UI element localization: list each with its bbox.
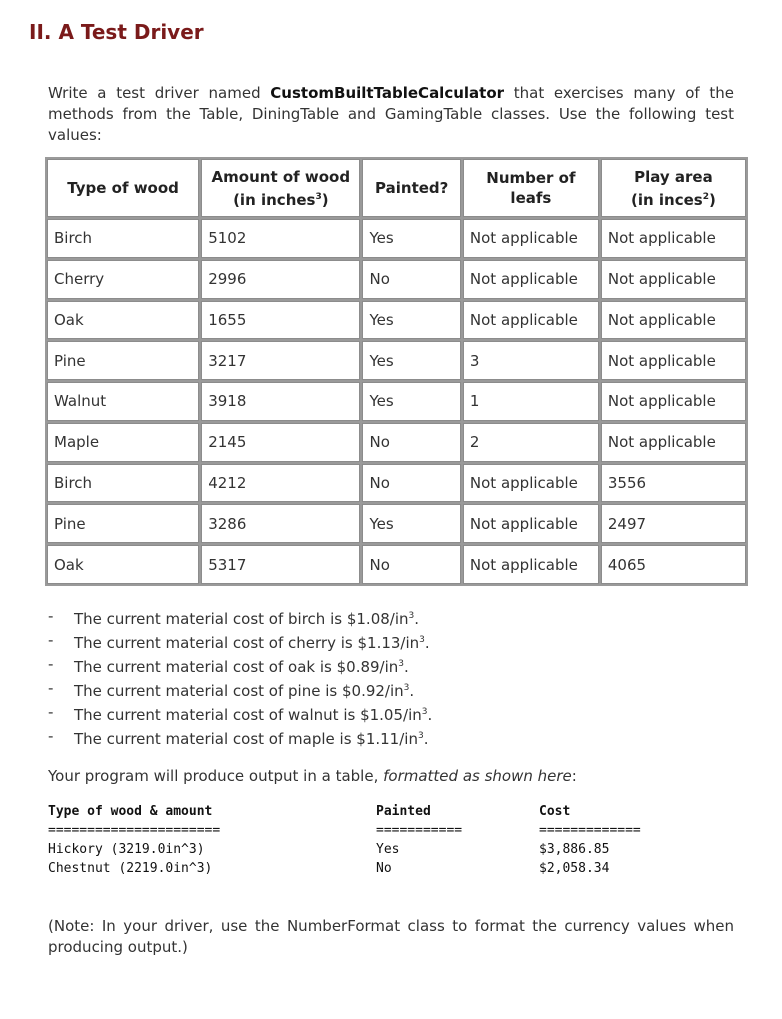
table-cell: Not applicable xyxy=(601,219,746,258)
bullet-dash: - xyxy=(48,727,54,745)
material-cost-item xyxy=(48,678,432,702)
table-cell: Birch xyxy=(47,219,199,258)
sample-output-col-wood xyxy=(48,802,220,878)
table-cell: Not applicable xyxy=(601,260,746,299)
table-cell: Oak xyxy=(47,545,199,584)
test-values-table xyxy=(45,157,748,586)
table-cell: Not applicable xyxy=(463,260,599,299)
table-cell: Not applicable xyxy=(463,504,599,543)
column-header-line: (in inces$^2$) xyxy=(631,190,716,209)
sample-output-header: Type of wood & amount xyxy=(48,804,213,819)
table-row xyxy=(47,301,746,340)
table-cell: Not applicable xyxy=(601,382,746,421)
intro-text-end: that exercises many of the methods from the Table, DiningTable and GamingTable classes. Use the following test values: xyxy=(48,84,734,144)
table-cell: Not applicable xyxy=(463,464,599,503)
table-cell: Birch xyxy=(47,464,199,503)
column-header-line: Type of wood xyxy=(67,179,179,197)
material-cost-text: The current material cost of birch is $\$1.08/in^3$. xyxy=(74,610,420,628)
table-cell: Not applicable xyxy=(463,219,599,258)
note-paragraph: (Note: In your driver, use the NumberFormat class to format the currency values when producing output.) xyxy=(48,917,734,956)
table-cell: Walnut xyxy=(47,382,199,421)
table-cell: No xyxy=(362,464,460,503)
material-cost-text: The current material cost of walnut is $\$1.05/in^3$. xyxy=(74,706,433,724)
table-cell: Yes xyxy=(362,341,460,380)
table-cell: Yes xyxy=(362,301,460,340)
bullet-dash: - xyxy=(48,703,54,721)
table-row xyxy=(47,382,746,421)
column-header-line: Number of xyxy=(486,169,576,187)
column-header xyxy=(601,159,746,217)
table-cell: 2497 xyxy=(601,504,746,543)
table-cell: Not applicable xyxy=(601,423,746,462)
column-header xyxy=(362,159,460,217)
table-cell: 3286 xyxy=(201,504,360,543)
column-header xyxy=(463,159,599,217)
column-header-line: (in inches$^3$) xyxy=(233,190,329,209)
sample-output-value: No xyxy=(376,861,392,876)
material-cost-text: The current material cost of cherry is $\$1.13/in^3$. xyxy=(74,634,430,652)
intro-text-start: Write a test driver named xyxy=(48,84,271,102)
bullet-dash: - xyxy=(48,607,54,625)
table-row xyxy=(47,464,746,503)
sample-output-rule: ====================== xyxy=(48,823,221,838)
sample-output-value: $3,886.85 xyxy=(539,842,610,857)
table-cell: 2 xyxy=(463,423,599,462)
table-cell: No xyxy=(362,423,460,462)
bullet-dash: - xyxy=(48,631,54,649)
column-header-line: Play area xyxy=(634,167,713,186)
table-row xyxy=(47,423,746,462)
material-cost-item xyxy=(48,630,432,654)
table-cell: Oak xyxy=(47,301,199,340)
section-heading: II. A Test Driver xyxy=(29,20,204,44)
table-row xyxy=(47,545,746,584)
table-cell: Not applicable xyxy=(601,301,746,340)
sample-output-header: Painted xyxy=(376,804,431,819)
material-cost-item xyxy=(48,606,432,630)
sample-output-value: Hickory (3219.0in^3) xyxy=(48,842,205,857)
sample-output-value: Chestnut (2219.0in^3) xyxy=(48,861,213,876)
material-cost-text: The current material cost of pine is $\$0.92/in^3$. xyxy=(74,682,415,700)
table-cell: No xyxy=(362,545,460,584)
table-cell: 5317 xyxy=(201,545,360,584)
output-intro-text: Your program will produce output in a table, xyxy=(48,767,384,785)
material-cost-item xyxy=(48,654,432,678)
table-cell: Not applicable xyxy=(463,545,599,584)
table-cell: No xyxy=(362,260,460,299)
column-header-line: Painted? xyxy=(375,179,449,197)
table-row xyxy=(47,260,746,299)
sample-output-rule: =========== xyxy=(376,823,463,838)
table-cell: 2996 xyxy=(201,260,360,299)
sample-output-rule: ============= xyxy=(539,823,641,838)
material-cost-item xyxy=(48,726,432,750)
table-row xyxy=(47,219,746,258)
table-cell: 3 xyxy=(463,341,599,380)
table-cell: Pine xyxy=(47,341,199,380)
table-cell: 3217 xyxy=(201,341,360,380)
sample-output-col-painted xyxy=(376,802,462,878)
table-cell: Pine xyxy=(47,504,199,543)
table-row xyxy=(47,341,746,380)
table-cell: 1 xyxy=(463,382,599,421)
table-body xyxy=(47,219,746,584)
table-cell: 3556 xyxy=(601,464,746,503)
intro-paragraph xyxy=(48,83,734,146)
bullet-dash: - xyxy=(48,655,54,673)
material-cost-item xyxy=(48,702,432,726)
table-header-row xyxy=(47,159,746,217)
table-cell: 1655 xyxy=(201,301,360,340)
table-cell: Not applicable xyxy=(463,301,599,340)
table-cell: Not applicable xyxy=(601,341,746,380)
table-cell: 5102 xyxy=(201,219,360,258)
table-cell: 2145 xyxy=(201,423,360,462)
output-intro xyxy=(48,767,577,785)
table-cell: Yes xyxy=(362,382,460,421)
sample-output-value: $2,058.34 xyxy=(539,861,610,876)
class-name: CustomBuiltTableCalculator xyxy=(270,84,505,102)
table-cell: Cherry xyxy=(47,260,199,299)
table-cell: Yes xyxy=(362,504,460,543)
table-cell: Maple xyxy=(47,423,199,462)
column-header-line: leafs xyxy=(510,189,552,207)
table-cell: 3918 xyxy=(201,382,360,421)
column-header xyxy=(201,159,360,217)
sample-output-col-cost xyxy=(539,802,641,878)
column-header xyxy=(47,159,199,217)
bullet-dash: - xyxy=(48,679,54,697)
material-cost-list xyxy=(48,606,432,750)
output-intro-colon: : xyxy=(571,767,577,785)
sample-output-value: Yes xyxy=(376,842,400,857)
sample-output-header: Cost xyxy=(539,804,571,819)
table-row xyxy=(47,504,746,543)
material-cost-text: The current material cost of maple is $\$1.11/in^3$. xyxy=(74,730,429,748)
table-cell: Yes xyxy=(362,219,460,258)
material-cost-text: The current material cost of oak is $\$0.89/in^3$. xyxy=(74,658,409,676)
output-intro-italic: formatted as shown here xyxy=(383,767,572,785)
column-header-line: Amount of wood xyxy=(211,167,351,186)
table-cell: 4065 xyxy=(601,545,746,584)
table-cell: 4212 xyxy=(201,464,360,503)
